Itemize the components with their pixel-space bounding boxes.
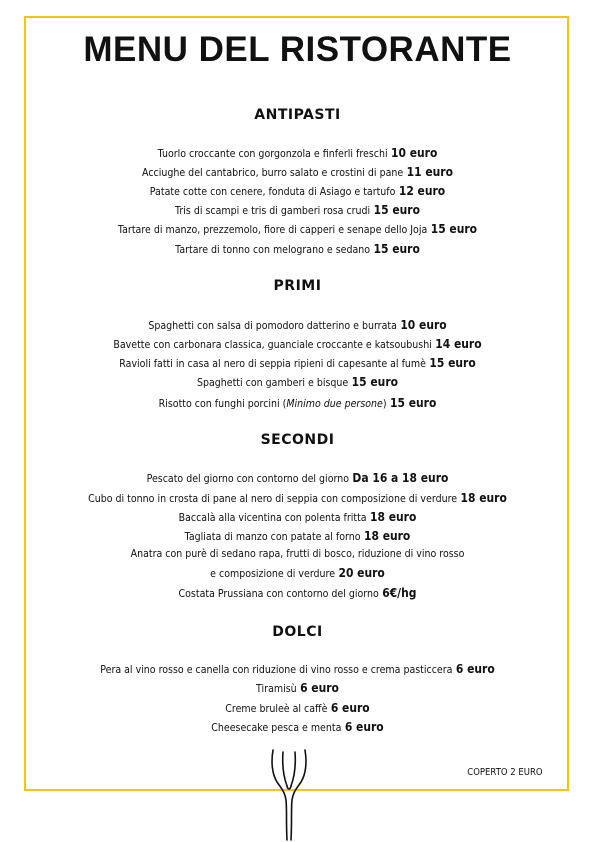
item-price: Da 16 a 18 euro xyxy=(352,470,449,485)
item-name: Ravioli fatti in casa al nero di seppia ripieni di capesante al fumè xyxy=(119,357,426,370)
item-name: Patate cotte con cenere, fonduta di Asiago e tartufo xyxy=(149,185,396,198)
item-name: Tiramisù xyxy=(256,682,297,695)
page-title: MENU DEL RISTORANTE xyxy=(83,30,512,69)
menu-item xyxy=(42,701,554,716)
menu-item xyxy=(42,242,554,257)
item-price: 6€/hg xyxy=(382,585,417,600)
item-name: Risotto con funghi porcini ( xyxy=(158,397,287,410)
item-price: 15 euro xyxy=(430,221,478,236)
menu-item xyxy=(42,375,554,390)
menu-item xyxy=(42,566,554,581)
item-name: Cheesecake pesca e menta xyxy=(211,721,342,734)
menu-item xyxy=(42,337,554,352)
item-name: Tartare di tonno con melograno e sedano xyxy=(175,243,371,256)
section-title-primi: PRIMI xyxy=(273,278,322,294)
item-price: 18 euro xyxy=(460,490,507,505)
menu-item xyxy=(42,318,554,333)
item-price: 15 euro xyxy=(373,241,420,256)
item-price: 6 euro xyxy=(330,700,370,715)
item-name: Pera al vino rosso e canella con riduzione di vino rosso e crema pasticcera xyxy=(100,663,453,676)
item-price: 14 euro xyxy=(435,336,482,351)
item-price: 18 euro xyxy=(370,509,417,524)
fork-icon xyxy=(267,748,311,842)
item-price: 15 euro xyxy=(351,374,399,389)
item-name: Anatra con purè di sedano rapa, frutti di bosco, riduzione di vino rosso xyxy=(130,547,465,560)
item-price: 15 euro xyxy=(429,355,476,370)
item-name: Costata Prussiana con contorno del giorno xyxy=(178,587,379,600)
item-name: Pescato del giorno con contorno del giorno xyxy=(146,472,349,485)
menu-item xyxy=(42,396,554,411)
menu-item xyxy=(42,356,554,371)
coperto-note: COPERTO 2 EURO xyxy=(467,767,543,778)
menu-item xyxy=(42,146,554,161)
item-price: 10 euro xyxy=(400,317,447,332)
item-name: Tagliata di manzo con patate al forno xyxy=(184,530,361,543)
item-name: Tuorlo croccante con gorgonzola e finferli freschi xyxy=(157,147,388,160)
item-price: 15 euro xyxy=(373,202,420,217)
item-price: 20 euro xyxy=(338,565,385,580)
item-price: 15 euro xyxy=(390,395,437,410)
menu-item xyxy=(42,720,554,735)
section-title-dolci: DOLCI xyxy=(272,624,323,640)
menu-item xyxy=(42,662,554,677)
menu-item xyxy=(42,203,554,218)
menu-item xyxy=(42,510,554,525)
menu-item xyxy=(42,184,554,199)
section-title-antipasti: ANTIPASTI xyxy=(254,107,341,123)
item-price: 6 euro xyxy=(455,661,495,676)
item-price: 10 euro xyxy=(391,145,438,160)
menu-item xyxy=(42,491,554,506)
item-price: 12 euro xyxy=(398,183,446,198)
menu-item xyxy=(42,529,554,544)
menu-item xyxy=(42,586,554,601)
item-name-suffix: ) xyxy=(382,397,387,410)
item-name: e composizione di verdure xyxy=(210,567,336,580)
item-name: Tartare di manzo, prezzemolo, fiore di capperi e senape dello Joja xyxy=(117,223,428,236)
menu-item xyxy=(42,222,554,237)
menu-item xyxy=(42,471,554,486)
item-name: Acciughe del cantabrico, burro salato e crostini di pane xyxy=(142,166,404,179)
section-title-secondi: SECONDI xyxy=(260,432,335,448)
item-name: Spaghetti con salsa di pomodoro datterino e burrata xyxy=(148,319,397,332)
item-price: 11 euro xyxy=(406,164,453,179)
item-name: Baccalà alla vicentina con polenta fritta xyxy=(178,511,367,524)
item-price: 18 euro xyxy=(363,528,411,543)
item-name: Cubo di tonno in crosta di pane al nero di seppia con composizione di verdure xyxy=(88,492,458,505)
item-price: 6 euro xyxy=(344,719,384,734)
menu-item xyxy=(42,547,554,561)
item-note: Minimo due persone xyxy=(286,397,383,410)
item-name: Tris di scampi e tris di gamberi rosa crudi xyxy=(175,204,371,217)
item-name: Spaghetti con gamberi e bisque xyxy=(196,376,349,389)
item-name: Creme bruleè al caffè xyxy=(225,702,328,715)
menu-item xyxy=(42,681,554,696)
menu-item xyxy=(42,165,554,180)
item-price: 6 euro xyxy=(300,680,339,695)
item-name: Bavette con carbonara classica, guanciale croccante e katsoubushi xyxy=(113,338,432,351)
